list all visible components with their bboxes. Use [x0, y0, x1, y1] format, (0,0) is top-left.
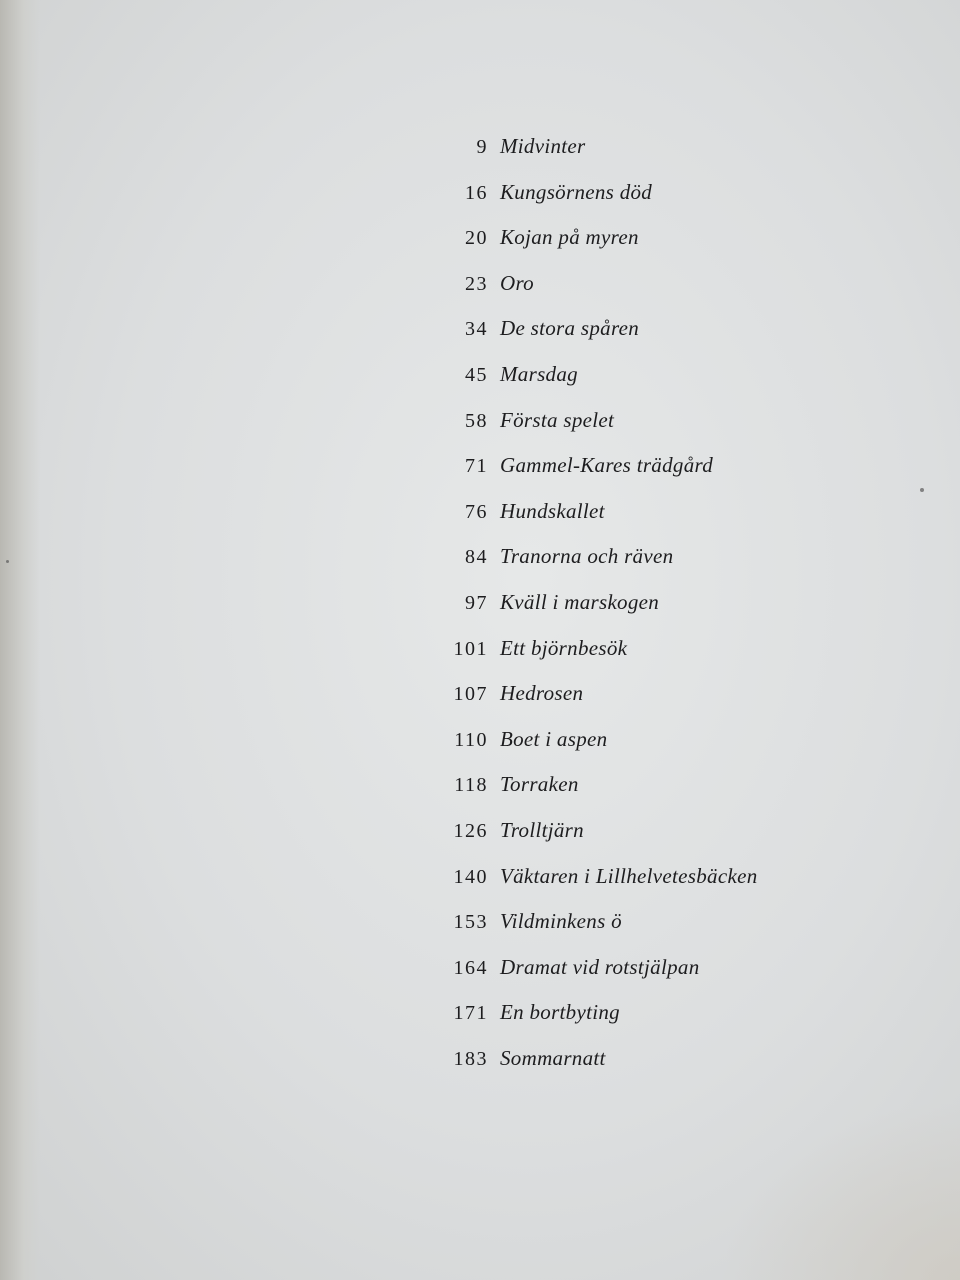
toc-page-number: 20 — [465, 227, 488, 250]
toc-entry — [440, 1000, 860, 1046]
toc-chapter-title: Hedrosen — [500, 681, 584, 706]
toc-entry — [440, 636, 860, 682]
toc-page-number: 118 — [454, 774, 488, 797]
toc-page-number: 97 — [465, 591, 488, 614]
toc-chapter-title: Marsdag — [500, 361, 578, 386]
toc-chapter-title: Torraken — [500, 772, 579, 797]
toc-page-number: 16 — [465, 181, 488, 204]
toc-page-number: 107 — [453, 683, 488, 706]
toc-page-number: 23 — [465, 272, 488, 295]
toc-page-number: 76 — [465, 500, 488, 523]
toc-entry — [440, 408, 860, 454]
toc-chapter-title: Oro — [500, 270, 534, 295]
toc-chapter-title: Boet i aspen — [500, 726, 608, 751]
toc-entry — [440, 225, 860, 271]
toc-chapter-title: Dramat vid rotstjälpan — [500, 954, 700, 979]
toc-entry — [440, 864, 860, 910]
toc-entry — [440, 590, 860, 636]
toc-page-number: 164 — [453, 956, 488, 979]
toc-chapter-title: Midvinter — [500, 134, 586, 158]
toc-entry — [440, 453, 860, 499]
toc-entry — [440, 818, 860, 864]
toc-page-number: 34 — [465, 318, 488, 341]
toc-chapter-title: Vildminkens ö — [500, 909, 622, 934]
toc-entry — [440, 316, 860, 362]
toc-entry — [440, 955, 860, 1001]
toc-entry — [440, 544, 860, 590]
toc-page-number: 126 — [453, 819, 488, 842]
toc-page-number: 45 — [465, 363, 488, 386]
paper-speck — [6, 560, 9, 563]
toc-page-number: 183 — [453, 1047, 488, 1070]
toc-entry — [440, 362, 860, 408]
toc-page-number: 101 — [453, 637, 488, 660]
toc-chapter-title: Sommarnatt — [500, 1045, 606, 1070]
toc-entry — [440, 909, 860, 955]
toc-chapter-title: En bortbyting — [500, 1000, 620, 1025]
toc-chapter-title: Ett björnbesök — [500, 635, 628, 660]
toc-page-number: 58 — [465, 409, 488, 432]
toc-entry — [440, 1046, 860, 1092]
toc-chapter-title: Väktaren i Lillhelvetesbäcken — [500, 863, 758, 888]
toc-entry — [440, 681, 860, 727]
toc-entry — [440, 727, 860, 773]
toc-chapter-title: Kungsörnens död — [500, 179, 653, 204]
toc-chapter-title: Hundskallet — [500, 498, 605, 523]
toc-page-number: 84 — [465, 546, 488, 569]
paper-speck — [920, 488, 924, 492]
toc-entry — [440, 499, 860, 545]
toc-chapter-title: Första spelet — [500, 407, 615, 432]
toc-entry — [440, 271, 860, 317]
toc-page-number: 153 — [453, 911, 488, 934]
toc-page-number: 110 — [454, 728, 488, 751]
toc-chapter-title: Kväll i marskogen — [500, 589, 660, 614]
toc-page-number: 171 — [453, 1002, 488, 1025]
toc-chapter-title: Kojan på myren — [500, 225, 639, 250]
toc-chapter-title: Gammel-Kares trädgård — [500, 453, 713, 478]
toc-entry — [440, 134, 860, 180]
toc-chapter-title: Tranorna och räven — [500, 544, 674, 569]
toc-chapter-title: Trolltjärn — [500, 817, 584, 842]
toc-page-number: 140 — [453, 865, 488, 888]
toc-page-number: 71 — [465, 455, 488, 478]
toc-page-number: 9 — [476, 136, 488, 158]
table-of-contents — [440, 134, 860, 1091]
toc-entry — [440, 180, 860, 226]
toc-entry — [440, 772, 860, 818]
toc-chapter-title: De stora spåren — [500, 316, 640, 341]
